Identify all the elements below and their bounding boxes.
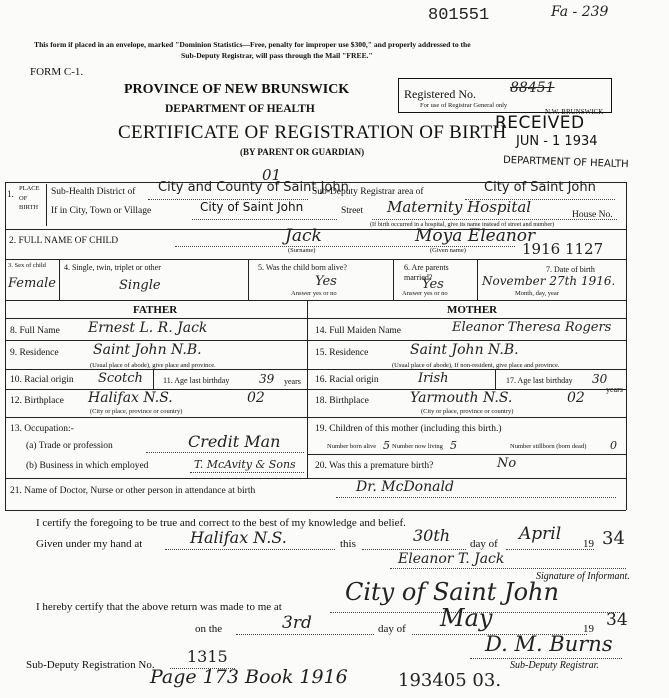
doctor-label: 21. Name of Doctor, Nurse or other person in attendance at birth (10, 486, 256, 496)
rule (190, 472, 304, 473)
mother-race: Irish (418, 371, 449, 386)
father-name-label: 8. Full Name (10, 326, 60, 336)
registrar-year-prefix: 19 (583, 623, 594, 635)
registrar-month: May (440, 604, 493, 632)
street-value: Maternity Hospital (387, 198, 532, 216)
registration-number: 1315 (187, 647, 228, 666)
registrar-signature: D. M. Burns (485, 632, 613, 656)
father-birthplace: Halifax N.S. (88, 390, 173, 406)
stamp-department: DEPARTMENT OF HEALTH (502, 154, 629, 171)
born-alive-count-label: Number born alive (327, 443, 377, 450)
received-stamp: RECEIVED (495, 113, 585, 133)
born-alive-value: Yes (315, 274, 337, 289)
stamp-date: JUN - 1 1934 (516, 134, 598, 149)
mother-heading: MOTHER (447, 304, 498, 316)
father-race-label: 10. Racial origin (10, 375, 74, 385)
province-heading: PROVINCE OF NEW BRUNSWICK (124, 82, 350, 97)
stillborn-label: Number stillborn (born dead) (510, 443, 587, 450)
given-under-label: Given under my hand at (36, 538, 143, 550)
mother-residence: Saint John N.B. (410, 342, 519, 358)
plurality-label: 4. Single, twin, triplet or other (64, 263, 161, 272)
rule (5, 340, 307, 341)
business-label: (b) Business in which employed (26, 461, 149, 471)
father-residence-caption: (Usual place of abode), give place and province. (90, 362, 216, 369)
registration-number-label: Sub-Deputy Registration No. (26, 659, 155, 671)
serial-number: 801551 (428, 6, 490, 25)
rule (165, 549, 335, 550)
notice-line-2: Sub-Deputy Registrar, will pass through the Mail "FREE." (181, 51, 373, 60)
rule (192, 219, 337, 220)
street-label: Street (341, 206, 364, 216)
rule (5, 259, 626, 260)
district-number: 01 (262, 166, 282, 184)
rule-left (5, 182, 6, 510)
born-alive-count: 5 (383, 439, 390, 452)
mother-name-label: 14. Full Maiden Name (315, 326, 402, 336)
father-age-unit: years (284, 377, 301, 386)
rule (5, 300, 626, 301)
now-living-count: 5 (450, 439, 457, 452)
rule (46, 184, 47, 226)
surname-caption: (Surname) (288, 247, 316, 254)
premature-label: 20. Was this a premature birth? (315, 461, 434, 471)
premature-value: No (497, 456, 517, 471)
rule (5, 369, 307, 370)
row-1-number: 1. (7, 189, 14, 199)
father-age: 39 (259, 372, 275, 386)
occupation-label: 13. Occupation:- (10, 424, 74, 434)
rule (236, 634, 374, 635)
rule (248, 259, 249, 300)
hospital-note: (If birth occurred in a hospital, give its name instead of street and number) (370, 221, 555, 228)
date-of-birth-label: 7. Date of birth (546, 265, 595, 274)
mother-age: 30 (592, 372, 608, 386)
notice-line-1: This form if placed in an envelope, marked "Dominion Statistics—Free, penalty for improper use $300," and properly addressed to the (34, 40, 471, 49)
rule (470, 658, 622, 659)
rule (506, 549, 594, 550)
rule (362, 549, 466, 550)
rule (146, 452, 304, 453)
rule (336, 497, 616, 498)
rule (393, 259, 394, 300)
registered-label: Registered No. (404, 87, 476, 101)
parents-married-value: Yes (422, 277, 444, 292)
children-label: 19. Children of this mother (including this birth.) (315, 424, 502, 434)
mother-birthplace-code: 02 (567, 390, 585, 406)
rule (59, 259, 60, 300)
house-number-label: House No. (572, 210, 613, 220)
informant-signature-label: Signature of Informant. (536, 571, 630, 582)
city-value: City of Saint John (200, 200, 304, 214)
registrar-label: Sub-Deputy Registrar. (510, 660, 599, 671)
city-label: If in City, Town or Village (51, 206, 152, 216)
mother-birthplace: Yarmouth N.S. (410, 390, 513, 406)
father-age-label: 11. Age last birthday (163, 376, 230, 385)
this-label: this (340, 538, 356, 550)
child-given-name: Moya Eleanor (415, 226, 536, 246)
rule (307, 417, 626, 418)
father-business: T. McAvity & Sons (194, 458, 296, 471)
father-trade: Credit Man (188, 432, 281, 451)
child-surname: Jack (285, 226, 322, 246)
page-book-note: Page 173 Book 1916 (150, 666, 348, 688)
father-birthplace-caption: (City or place, province or country) (90, 408, 183, 415)
rule (5, 417, 307, 418)
rule (390, 568, 626, 569)
rule (5, 478, 626, 479)
department-heading: DEPARTMENT OF HEALTH (165, 103, 315, 115)
rule (307, 369, 626, 370)
trade-label: (a) Trade or profession (26, 441, 113, 451)
certify-month: April (519, 524, 562, 544)
registrar-general-note: For use of Registrar General only (420, 102, 508, 109)
date-of-birth-value: November 27th 1916. (482, 274, 616, 288)
date-of-birth-caption: Month, day, year (515, 290, 559, 297)
rule (477, 259, 478, 300)
registrar-place: City of Saint John (345, 578, 559, 606)
father-residence: Saint John N.B. (93, 342, 202, 358)
child-name-label: 2. FULL NAME OF CHILD (9, 236, 119, 246)
mother-age-label: 17. Age last birthday (506, 376, 573, 385)
stillborn-count: 0 (610, 439, 617, 452)
subdeputy-area-label: Sub-Deputy Registrar area of (312, 187, 424, 197)
rule (5, 510, 626, 511)
district-value: City and County of Saint John (158, 180, 349, 195)
father-birthplace-code: 02 (247, 390, 265, 406)
rule (495, 369, 496, 389)
mother-name: Eleanor Theresa Rogers (452, 320, 612, 335)
child-name-code: 1916 1127 (522, 240, 604, 258)
born-alive-caption: Answer yes or no (291, 290, 337, 297)
registrar-statement: I hereby certify that the above return was made to me at (36, 601, 282, 613)
on-the-label: on the (195, 623, 223, 635)
now-living-label: Number now living (392, 443, 443, 450)
place-of-birth-label: PLACE OF BIRTH (19, 185, 40, 211)
reference-code: Fa - 239 (551, 4, 609, 20)
sex-label: 3. Sex of child (8, 262, 46, 269)
subdeputy-area-value: City of Saint John (484, 180, 596, 195)
form-number: FORM C-1. (30, 66, 84, 78)
mother-birthplace-label: 18. Birthplace (315, 396, 369, 406)
certify-place: Halifax N.S. (190, 528, 287, 547)
registrar-day-of-label: day of (378, 623, 406, 635)
certify-year: 34 (602, 528, 625, 549)
rule (372, 219, 617, 220)
father-birthplace-label: 12. Birthplace (10, 396, 64, 406)
registered-number: 88451 (510, 80, 555, 96)
mother-age-unit: years (606, 385, 623, 394)
mother-race-label: 16. Racial origin (315, 375, 379, 385)
rule (307, 454, 626, 455)
given-name-caption: (Given name) (430, 247, 466, 254)
sex-value: Female (8, 276, 56, 291)
certificate-subtitle: (BY PARENT OR GUARDIAN) (240, 147, 365, 157)
mother-residence-label: 15. Residence (315, 348, 369, 358)
rule (5, 318, 626, 319)
father-race: Scotch (98, 371, 143, 386)
plurality-value: Single (119, 278, 161, 293)
mother-birthplace-caption: (City or place, province or country) (421, 408, 514, 415)
registrar-day: 3rd (282, 613, 312, 633)
rule (153, 369, 154, 389)
father-residence-label: 9. Residence (10, 348, 59, 358)
rule (175, 246, 515, 247)
parents-married-label: 6. Are parents married? (404, 263, 449, 282)
certify-year-prefix: 19 (583, 538, 594, 550)
doctor-value: Dr. McDonald (356, 479, 454, 495)
certify-day: 30th (413, 526, 451, 545)
parents-married-caption: Answer yes or no (402, 290, 448, 297)
page-book-code: 193405 03. (398, 670, 502, 691)
rule-right (626, 182, 627, 510)
certify-statement: I certify the foregoing to be true and correct to the best of my knowledge and belief. (36, 517, 406, 529)
father-name: Ernest L. R. Jack (88, 320, 208, 336)
day-of-label: day of (470, 538, 498, 550)
mother-residence-caption: (Usual place of abode), If non-resident, give place and province. (392, 362, 560, 369)
registrar-year: 34 (606, 610, 628, 630)
rule (307, 340, 626, 341)
informant-signature: Eleanor T. Jack (398, 551, 505, 567)
born-alive-label: 5. Was the child born alive? (258, 263, 347, 272)
certificate-title: CERTIFICATE OF REGISTRATION OF BIRTH (118, 122, 507, 143)
father-heading: FATHER (133, 304, 178, 316)
stamp-top: N.W. BRUNSWICK (545, 108, 604, 116)
district-label: Sub-Health District of (51, 187, 136, 197)
